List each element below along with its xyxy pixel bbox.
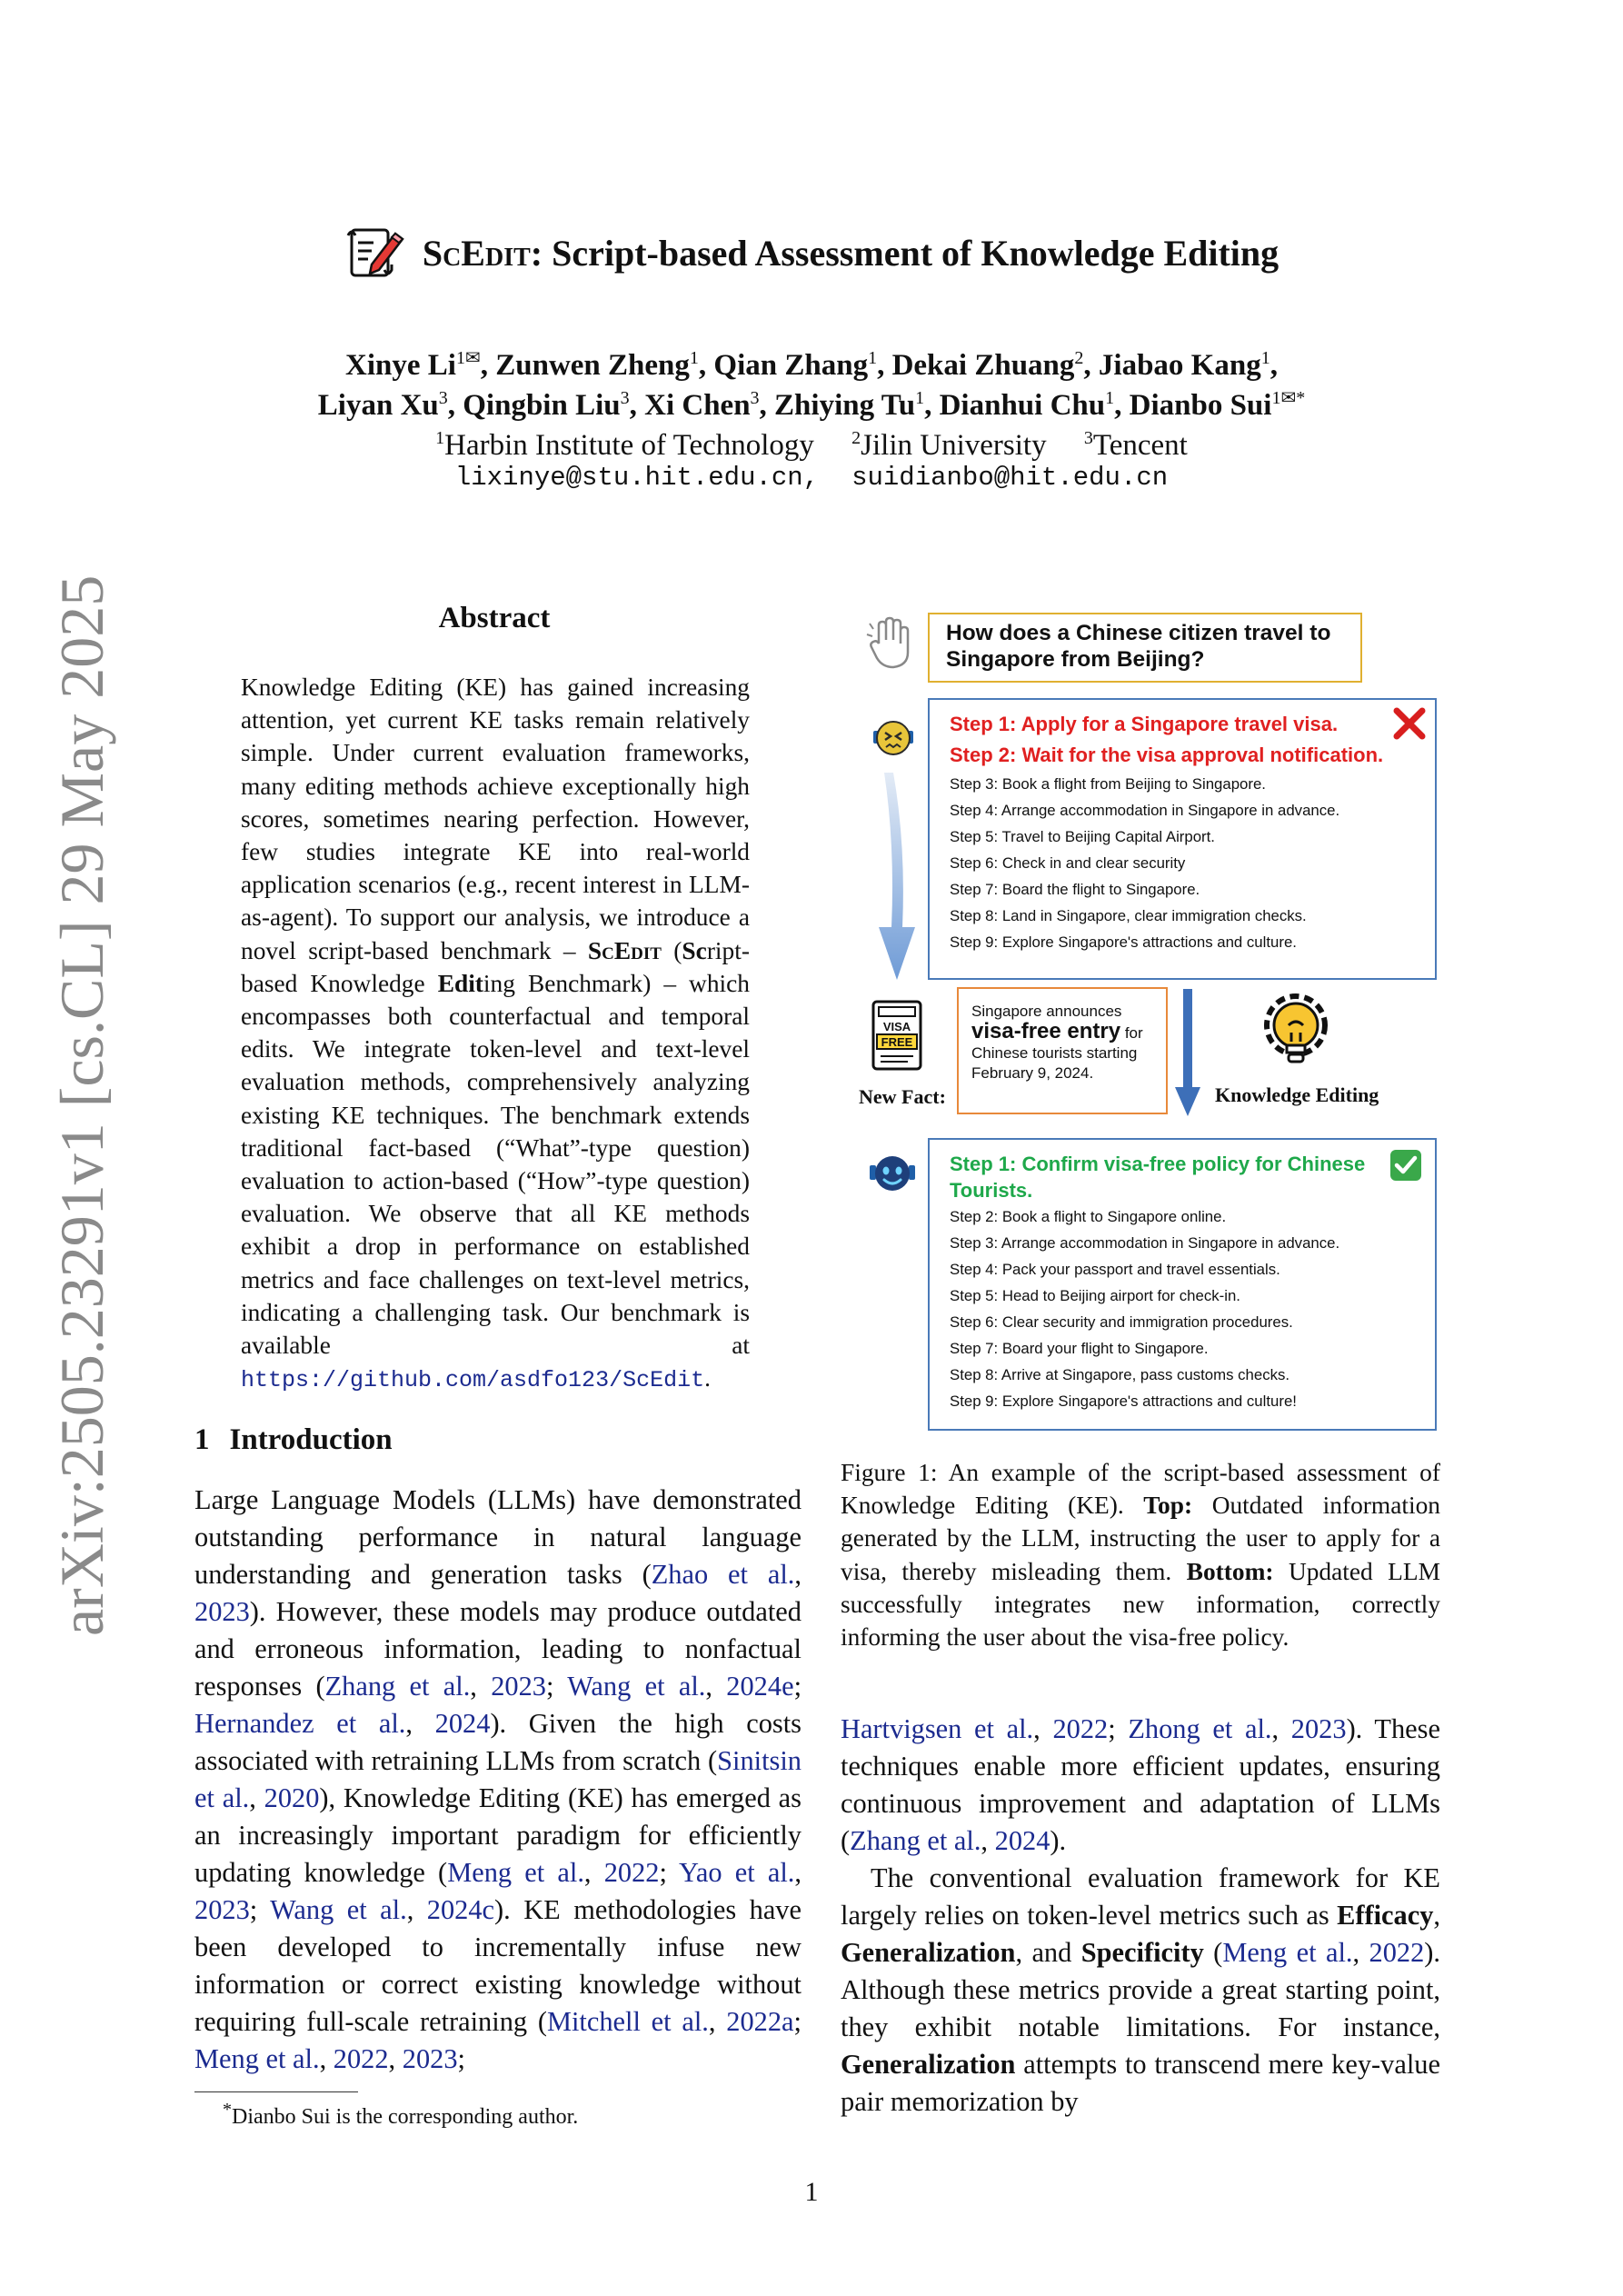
- updated-script-box: [928, 1138, 1437, 1431]
- affiliation: $^1$Harbin Institute of Technology: [435, 428, 814, 462]
- citation-link[interactable]: 2022: [603, 1857, 660, 1888]
- flow-down-arrow-icon: [875, 773, 917, 982]
- script-step: Step 4: Pack your passport and travel essentials.: [950, 1261, 1280, 1278]
- author: , Zunwen Zheng$^1$: [480, 348, 699, 382]
- intro-paragraph-right-1: [841, 1711, 1440, 1860]
- citation-link[interactable]: Sinitsin et al.: [194, 1745, 802, 1813]
- citation-link[interactable]: Zhang et al.: [324, 1671, 471, 1702]
- text-run: ;: [1108, 1713, 1129, 1744]
- raised-hand-icon: [866, 616, 911, 671]
- script-step: Step 6: Clear security and immigration procedures.: [950, 1313, 1293, 1331]
- citation-link[interactable]: Meng et al.: [194, 2043, 320, 2074]
- happy-robot-icon: [868, 1149, 917, 1198]
- text-run: ,: [388, 2043, 403, 2074]
- lightbulb-gear-icon: [1257, 991, 1335, 1073]
- citation-link[interactable]: Zhao et al.: [651, 1559, 795, 1590]
- text-run: ,: [583, 1857, 604, 1888]
- figure-1-caption: Figure 1: An example of the script-based assessment of Knowledge Editing (KE). Top: Outdated information generated by the LLM, instructing the user to apply for a visa, thereby misleading them. Bottom: Updated LLM successfully integrates new information, correctly informing the user about the visa-free policy.: [841, 1459, 1441, 1652]
- figure-1: [841, 600, 1440, 1445]
- affiliation: $^3$Tencent: [1083, 428, 1188, 462]
- paper-title: ScEdit: Script-based Assessment of Knowledge Editing: [422, 232, 1279, 274]
- bold-term: Efficacy: [1337, 1900, 1434, 1931]
- author: Liyan Xu$^3$: [317, 388, 448, 422]
- footnote-rule: [194, 2091, 358, 2092]
- intro-paragraph-left: [194, 1482, 802, 2078]
- text-run: The conventional evaluation framework for KE largely relies on token-level metrics such as: [841, 1862, 1440, 1931]
- text-run: ;: [793, 2006, 802, 2037]
- text-run: ,: [708, 2006, 727, 2037]
- script-step: Step 3: Arrange accommodation in Singapore in advance.: [950, 1234, 1340, 1252]
- author: , Jiabao Kang$^1$: [1083, 348, 1270, 382]
- text-run: attempts to transcend mere key-value pair memorization by: [841, 2049, 1440, 2117]
- author: , Qingbin Liu$^3$: [447, 388, 630, 422]
- email-link[interactable]: lixinye@stu.hit.edu.cn,: [454, 463, 820, 493]
- author: Xinye $Li^{1✉}$: [345, 348, 481, 382]
- script-step: Step 2: Book a flight to Singapore online.: [950, 1208, 1227, 1225]
- text-run: ;: [793, 1671, 802, 1702]
- affiliations: [0, 418, 1623, 465]
- emails: [0, 460, 1623, 496]
- text-run: ,: [794, 1857, 802, 1888]
- text-run: ). Although these metrics provide a great starting point, they exhibit notable limitations. For instance,: [841, 1937, 1441, 2042]
- title-row: [0, 216, 1623, 289]
- svg-text:VISA: VISA: [882, 1020, 911, 1033]
- page-number: 1: [804, 2177, 819, 2207]
- svg-text:FREE: FREE: [881, 1035, 913, 1049]
- citation-link[interactable]: 2024c: [426, 1894, 495, 1925]
- script-step: Step 5: Head to Beijing airport for check-in.: [950, 1287, 1240, 1304]
- text-run: Large Language Models (LLMs) have demonstrated outstanding performance in natural language understanding and generation tasks (: [194, 1484, 802, 1590]
- pencil-scroll-icon: [344, 223, 406, 283]
- citation-link[interactable]: Mitchell et al.: [546, 2006, 709, 2037]
- footnote: *Dianbo Sui is the corresponding author.: [223, 2100, 579, 2129]
- author: , Dianhui Chu$^1$: [924, 388, 1115, 422]
- citation-link[interactable]: Hartvigsen et al.: [841, 1713, 1034, 1744]
- citation-link[interactable]: Zhang et al.: [850, 1825, 981, 1856]
- affiliation: $^2$Jilin University: [851, 428, 1047, 462]
- citation-link[interactable]: Wang et al.: [270, 1894, 407, 1925]
- arxiv-side-stamp: arXiv:2505.23291v1 [cs.CL] 29 May 2025: [47, 574, 116, 1636]
- wrong-step: Step 2: Wait for the visa approval notification.: [950, 744, 1384, 766]
- text-run: ). However, these models may produce outdated and erroneous information, leading to nonfactual responses (: [194, 1596, 802, 1702]
- text-run: ). KE methodologies have been developed to incrementally infuse new information or correct existing knowledge without requiring full-scale retraining (: [194, 1894, 802, 2037]
- citation-link[interactable]: 2024: [434, 1708, 491, 1739]
- author: , Qian Zhang$^1$: [698, 348, 878, 382]
- text-run: (: [1203, 1937, 1223, 1968]
- text-run: ;: [659, 1857, 679, 1888]
- script-step: Step 4: Arrange accommodation in Singapore in advance.: [950, 802, 1340, 819]
- bold-term: Generalization: [841, 1937, 1016, 1968]
- author: , Dekai Zhuang$^2$: [877, 348, 1084, 382]
- text-run: ,: [705, 1671, 727, 1702]
- script-step: Step 8: Arrive at Singapore, pass customs checks.: [950, 1366, 1290, 1383]
- correct-step: Step 1: Confirm visa-free policy for Chinese Tourists.: [950, 1153, 1366, 1202]
- cross-mark-icon: [1393, 707, 1426, 740]
- citation-link[interactable]: 2023: [491, 1671, 546, 1702]
- citation-link[interactable]: 2020: [264, 1782, 320, 1813]
- wrong-step: Step 1: Apply for a Singapore travel visa.: [950, 713, 1339, 735]
- citation-link[interactable]: 2023: [1290, 1713, 1347, 1744]
- text-run: ,: [405, 1708, 435, 1739]
- text-run: ).: [1050, 1825, 1067, 1856]
- script-step: Step 7: Board your flight to Singapore.: [950, 1340, 1209, 1357]
- new-fact-label: New Fact:: [859, 1085, 946, 1108]
- text-run: ,: [406, 1894, 427, 1925]
- script-step: Step 8: Land in Singapore, clear immigration checks.: [950, 907, 1307, 924]
- outdated-script-box: [928, 698, 1437, 980]
- text-run: ,: [1433, 1900, 1440, 1931]
- new-fact-box: Singapore announces visa-free entry for Chinese tourists starting February 9, 2024.: [957, 987, 1168, 1114]
- text-run: ,: [981, 1825, 995, 1856]
- intro-paragraph-right-2: [841, 1860, 1440, 2121]
- bold-term: Specificity: [1080, 1937, 1204, 1968]
- citation-link[interactable]: Yao et al.: [678, 1857, 795, 1888]
- script-step: Step 3: Book a flight from Beijing to Singapore.: [950, 775, 1266, 793]
- citation-link[interactable]: 2023: [194, 1894, 250, 1925]
- citation-link[interactable]: Wang et al.: [567, 1671, 706, 1702]
- citation-link[interactable]: Zhong et al.: [1128, 1713, 1272, 1744]
- text-run: ,: [319, 2043, 334, 2074]
- script-step: Step 7: Board the flight to Singapore.: [950, 881, 1200, 898]
- text-run: ;: [457, 2043, 465, 2074]
- author: , Zhiying Tu$^1$: [759, 388, 925, 422]
- author: , Dianbo Sui$^{1✉*}$: [1114, 388, 1306, 422]
- citation-link[interactable]: Meng et al.: [447, 1857, 584, 1888]
- question-box: How does a Chinese citizen travel to Singapore from Beijing?: [928, 613, 1362, 683]
- script-step: Step 9: Explore Singapore's attractions and culture.: [950, 933, 1297, 951]
- citation-link[interactable]: 2023: [194, 1596, 250, 1627]
- citation-link[interactable]: Hernandez et al.: [194, 1708, 406, 1739]
- citation-link[interactable]: 2024: [994, 1825, 1050, 1856]
- github-link[interactable]: https://github.com/asdfo123/ScEdit: [241, 1367, 705, 1394]
- text-run: ,: [1271, 1713, 1291, 1744]
- citation-link[interactable]: 2024e: [726, 1671, 794, 1702]
- text-run: ,: [1352, 1937, 1369, 1968]
- citation-link[interactable]: Meng et al.: [1222, 1937, 1353, 1968]
- visa-free-sign-icon: [871, 1000, 922, 1071]
- text-run: ). Given the high costs associated with retraining LLMs from scratch (: [194, 1708, 802, 1776]
- citation-link[interactable]: 2022: [1369, 1937, 1425, 1968]
- email-link[interactable]: suidianbo@hit.edu.cn: [851, 463, 1169, 493]
- text-run: ,: [470, 1671, 492, 1702]
- text-run: ). These techniques enable more efficient updates, ensuring continuous improvement and adaptation of LLMs (: [841, 1713, 1440, 1856]
- script-step: Step 6: Check in and clear security: [950, 854, 1186, 872]
- text-run: ,: [1033, 1713, 1053, 1744]
- knowledge-editing-label: Knowledge Editing: [1215, 1083, 1379, 1106]
- text-run: ,: [249, 1782, 264, 1813]
- script-step: Step 5: Travel to Beijing Capital Airport.: [950, 828, 1215, 845]
- text-run: ), Knowledge Editing (KE) has emerged as an increasingly important paradigm for efficiently updating knowledge (: [194, 1782, 802, 1888]
- bold-term: Generalization: [841, 2049, 1016, 2080]
- citation-link[interactable]: 2022: [1052, 1713, 1109, 1744]
- text-run: ;: [545, 1671, 568, 1702]
- editing-arrow-icon: [1175, 989, 1200, 1118]
- citation-link[interactable]: 2022a: [726, 2006, 794, 2037]
- author: ,: [1270, 349, 1278, 382]
- author: , Xi Chen$^3$: [629, 388, 760, 422]
- text-run: ;: [249, 1894, 271, 1925]
- confused-robot-icon: [870, 714, 917, 762]
- abstract-heading: Abstract: [438, 602, 551, 634]
- citation-link[interactable]: 2023: [402, 2043, 458, 2074]
- abstract-body: Knowledge Editing (KE) has gained increasing attention, yet current KE tasks remain relatively simple. Under current evaluation frameworks, many editing methods achieve exceptionally high scores, sometimes nearing perfection. However, few studies integrate KE into real-world application scenarios (e.g., recent interest in LLM-as-agent). To support our analysis, we introduce a novel script-based benchmark – ScEdit (Script-based Knowledge Editing Benchmark) – which encompasses both counterfactual and temporal edits. We integrate token-level and text-level evaluation methods, comprehensively analyzing existing KE techniques. The benchmark extends traditional fact-based (“What”-type question) evaluation to action-based (“How”-type question) evaluation. We observe that all KE methods exhibit a drop in performance on established metrics and face challenges on text-level metrics, indicating a challenging task. Our benchmark is available at https://github.com/asdfo123/ScEdit.: [241, 674, 750, 1394]
- text-run: , and: [1015, 1937, 1081, 1968]
- section-heading-introduction: 1 Introduction: [194, 1423, 393, 1456]
- script-step: Step 9: Explore Singapore's attractions and culture!: [950, 1393, 1297, 1410]
- text-run: ,: [794, 1559, 802, 1590]
- check-mark-icon: [1389, 1149, 1422, 1182]
- citation-link[interactable]: 2022: [333, 2043, 389, 2074]
